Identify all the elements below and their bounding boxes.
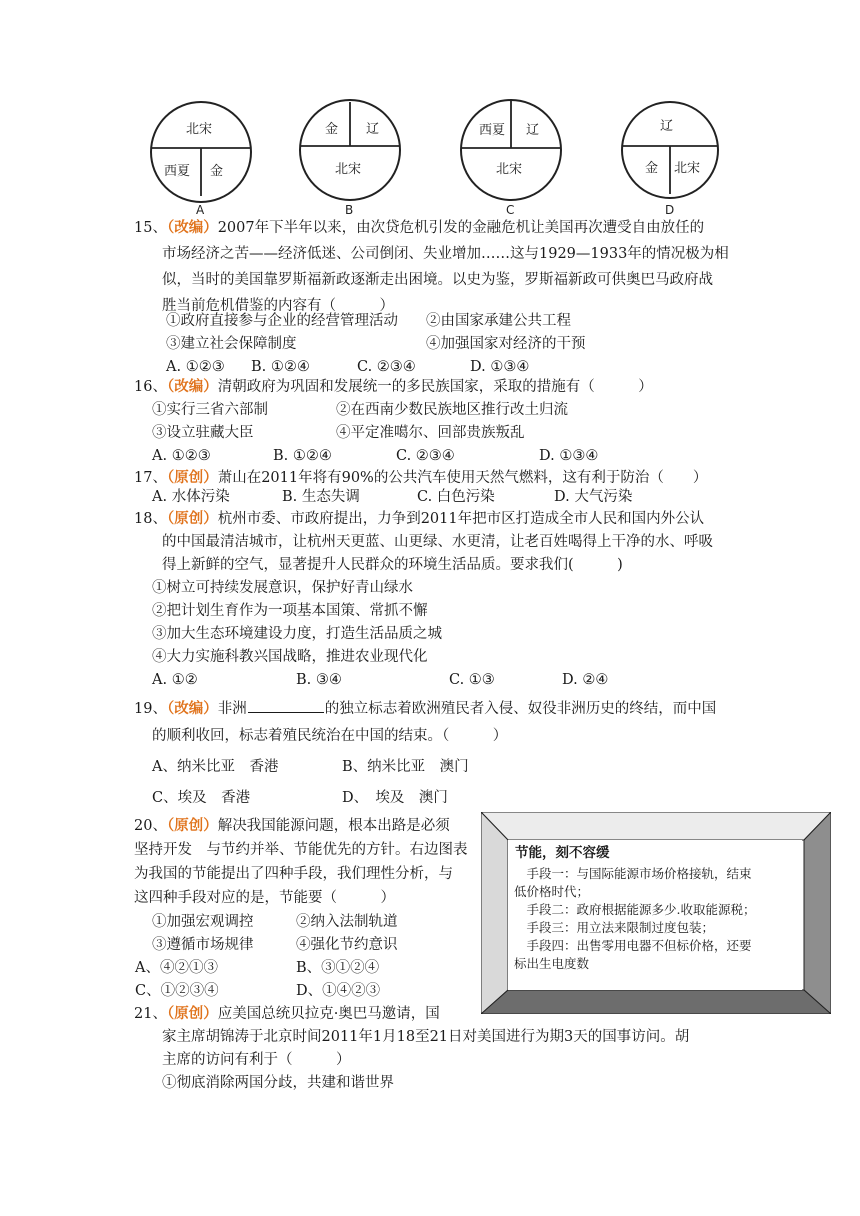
q20-answer-a[interactable]: A、④②①③ [135, 960, 218, 976]
q20-number: 20、 [134, 818, 167, 834]
q18-opt-4: ④大力实施科教兴国战略，推进农业现代化 [152, 649, 428, 665]
energy-box-title: 节能，刻不容缓 [515, 845, 610, 861]
q15-line-2: 市场经济之苦——经济低迷、公司倒闭、失业增加……这与1929—1933年的情况极为相 [162, 246, 729, 262]
q17-answer-a[interactable]: A. 水体污染 [152, 489, 230, 505]
q17-line-1 [134, 468, 707, 488]
energy-box-line-3: 手段二：政府根据能源多少.收取能源税； [514, 902, 756, 917]
circle-b [300, 100, 400, 217]
q18-line-1 [134, 509, 704, 529]
circle-d-label-1: 金 [645, 161, 659, 176]
q19-line-1 [134, 698, 716, 719]
q15-answer-b[interactable]: B. ①②④ [251, 359, 310, 375]
q19-stem-a: 非洲 [217, 701, 247, 717]
q16-answer-d[interactable]: D. ①③④ [539, 448, 599, 464]
q15-line-4: 胜当前危机借鉴的内容有（ ） [162, 298, 394, 314]
q18-opt-2: ②把计划生育作为一项基本国策、常抓不懈 [152, 603, 428, 619]
energy-box-content [508, 840, 802, 990]
q17-answer-b[interactable]: B. 生态失调 [282, 489, 360, 505]
q19-answer-a[interactable]: A、纳米比亚 香港 [152, 759, 279, 775]
q19-answer-b[interactable]: B、纳米比亚 澳门 [342, 759, 469, 775]
q20-stem-1: 解决我国能源问题，根本出路是必须 [217, 818, 450, 834]
circle-d-label-0: 辽 [660, 119, 674, 134]
q16-opt-3: ③设立驻藏大臣 [152, 425, 254, 441]
energy-box-line-5: 手段四：出售零用电器不但标价格，还要 [514, 938, 752, 953]
circle-b-label-2: 北宋 [335, 162, 362, 177]
q21-stem: 应美国总统贝拉克·奥巴马邀请，国 [217, 1006, 440, 1022]
q18-answer-d[interactable]: D. ②④ [562, 672, 609, 688]
q17-number: 17、 [134, 470, 167, 486]
q15-answer-a[interactable]: A. ①②③ [166, 359, 225, 375]
circle-c-label-0: 西夏 [479, 123, 506, 138]
q15-number: 15、 [134, 220, 167, 236]
q21-number: 21、 [134, 1006, 167, 1022]
q15-opt-2: ②由国家承建公共工程 [426, 313, 571, 329]
q20-line-2: 坚持开发 与节约并举、节能优先的方针。右边图表 [134, 842, 468, 858]
q18-opt-3: ③加大生态环境建设力度，打造生活品质之城 [152, 626, 442, 642]
q16-stem: 清朝政府为巩固和发展统一的多民族国家，采取的措施有（ ） [217, 379, 653, 395]
energy-box-line-2: 低价格时代； [514, 884, 590, 899]
q18-number: 18、 [134, 511, 167, 527]
q18-line-3: 得上新鲜的空气，显著提升人民群众的环境生活品质。要求我们( ) [162, 557, 623, 573]
energy-box-line-6: 标出生电度数 [514, 956, 590, 971]
q16-opt-4: ④平定准噶尔、回部贵族叛乱 [336, 425, 525, 441]
circles-svg [0, 0, 860, 220]
q16-tag: （改编） [166, 378, 218, 395]
q21-line-1 [134, 1004, 440, 1024]
q16-answer-c[interactable]: C. ②③④ [396, 448, 455, 464]
q19-number: 19、 [134, 701, 167, 717]
q15-answer-d[interactable]: D. ①③④ [470, 359, 530, 375]
circle-a-label-2: 金 [210, 164, 224, 179]
q17-stem: 萧山在2011年将有90%的公共汽车使用天然气燃料，这有利于防治（ ） [217, 470, 708, 486]
energy-box-line-4: 手段三：用立法来限制过度包装； [514, 920, 715, 935]
q20-answer-d[interactable]: D、①④②③ [296, 983, 381, 999]
q18-answer-b[interactable]: B. ③④ [296, 672, 342, 688]
q20-opt-3: ③遵循市场规律 [152, 937, 254, 953]
q18-line-2: 的中国最清洁城市，让杭州天更蓝、山更绿、水更清，让老百姓喝得上干净的水、呼吸 [162, 534, 713, 550]
q16-opt-1: ①实行三省六部制 [152, 402, 268, 418]
q15-opt-3: ③建立社会保障制度 [166, 336, 297, 352]
q20-line-3: 为我国的节能提出了四种手段，我们理性分析，与 [134, 866, 453, 882]
q20-opt-1: ①加强宏观调控 [152, 914, 254, 930]
q16-number: 16、 [134, 379, 167, 395]
circle-d-letter: D [665, 203, 675, 217]
q16-answer-a[interactable]: A. ①②③ [152, 448, 211, 464]
q19-stem-b: 的独立标志着欧洲殖民者入侵、奴役非洲历史的终结，而中国 [324, 701, 717, 717]
circle-c [461, 100, 561, 217]
energy-box-line-1: 手段一：与国际能源市场价格接轨，结束 [514, 866, 752, 881]
q19-tag: （改编） [166, 700, 218, 717]
q18-stem-1: 杭州市委、市政府提出，力争到2011年把市区打造成全市人民和国内外公认 [217, 511, 705, 527]
q21-line-3: 主席的访问有利于（ ） [162, 1052, 351, 1068]
q21-tag: （原创） [166, 1005, 218, 1022]
q15-tag: （改编） [166, 219, 218, 236]
q18-tag: （原创） [166, 510, 218, 527]
circle-a [151, 102, 251, 217]
circle-a-letter: A [196, 203, 205, 217]
q19-blank[interactable] [248, 698, 324, 713]
circle-d-label-2: 北宋 [674, 161, 701, 176]
q16-opt-2: ②在西南少数民族地区推行改土归流 [336, 402, 568, 418]
circle-a-label-0: 北宋 [186, 122, 213, 137]
q21-line-2: 家主席胡锦涛于北京时间2011年1月18至21日对美国进行为期3天的国事访问。胡 [162, 1029, 690, 1045]
q17-answer-c[interactable]: C. 白色污染 [417, 489, 495, 505]
q19-answer-c[interactable]: C、埃及 香港 [152, 790, 251, 806]
circle-d [622, 102, 718, 217]
q15-line-1 [134, 218, 704, 238]
q20-opt-2: ②纳入法制轨道 [296, 914, 398, 930]
q20-opt-4: ④强化节约意识 [296, 937, 398, 953]
q20-answer-b[interactable]: B、③①②④ [296, 960, 380, 976]
circle-c-label-1: 辽 [526, 123, 540, 138]
circle-a-label-1: 西夏 [164, 164, 191, 179]
q15-line-3: 似，当时的美国靠罗斯福新政逐渐走出困境。以史为鉴，罗斯福新政可供奥巴马政府战 [162, 272, 713, 288]
q18-answer-a[interactable]: A. ①② [152, 672, 198, 688]
q20-tag: （原创） [166, 817, 218, 834]
q17-answer-d[interactable]: D. 大气污染 [554, 489, 633, 505]
q20-answer-c[interactable]: C、①②③④ [135, 983, 219, 999]
q20-line-1 [134, 816, 450, 836]
q18-answer-c[interactable]: C. ①③ [449, 672, 495, 688]
circle-b-letter: B [345, 203, 354, 217]
q15-opt-1: ①政府直接参与企业的经营管理活动 [166, 313, 398, 329]
q20-line-4: 这四种手段对应的是，节能要（ ） [134, 890, 395, 906]
circle-c-label-2: 北宋 [496, 162, 523, 177]
circle-b-label-1: 辽 [366, 122, 380, 137]
q21-opt-1: ①彻底消除两国分歧，共建和谐世界 [162, 1075, 394, 1091]
circle-c-letter: C [506, 203, 515, 217]
circle-b-label-0: 金 [325, 122, 339, 137]
q15-answer-c[interactable]: C. ②③④ [357, 359, 416, 375]
q17-tag: （原创） [166, 469, 218, 486]
q15-stem-1: 2007年下半年以来，由次贷危机引发的金融危机让美国再次遭受自由放任的 [217, 220, 705, 236]
q16-line-1 [134, 377, 653, 397]
q19-line-2: 的顺利收回，标志着殖民统治在中国的结束。（ ） [152, 728, 508, 744]
q18-opt-1: ①树立可持续发展意识，保护好青山绿水 [152, 580, 413, 596]
q19-answer-d[interactable]: D、 埃及 澳门 [342, 790, 448, 806]
energy-saving-box [481, 812, 831, 1014]
q16-answer-b[interactable]: B. ①②④ [273, 448, 332, 464]
q15-opt-4: ④加强国家对经济的干预 [426, 336, 586, 352]
